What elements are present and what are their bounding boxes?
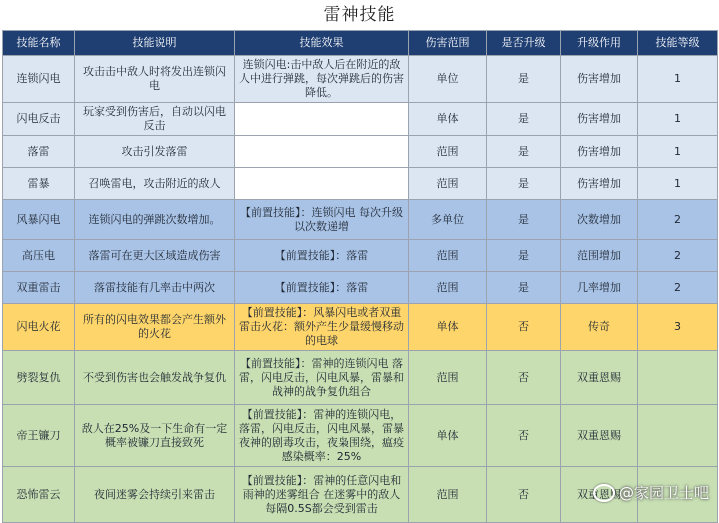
cell-upgrade-effect: 伤害增加: [561, 136, 638, 168]
cell-upgrade: 是: [487, 272, 561, 304]
cell-upgrade: 是: [487, 240, 561, 272]
cell-effect: 连锁闪电:击中敌人后在附近的敌人中进行弹跳，每次弹跳后的伤害降低。: [235, 56, 409, 103]
watermark: [593, 482, 709, 503]
cell-range: 单位: [409, 56, 487, 103]
cell-range: 多单位: [409, 200, 487, 240]
cell-level: 1: [638, 136, 718, 168]
header-skill-name: 技能名称: [3, 31, 75, 56]
cell-range: 范围: [409, 351, 487, 405]
cell-name: 高压电: [3, 240, 75, 272]
table-row: [3, 103, 718, 136]
skills-table: [2, 30, 718, 523]
cell-name: 风暴闪电: [3, 200, 75, 240]
watermark-text: @家园卫士吧: [618, 484, 709, 502]
cell-range: 单体: [409, 304, 487, 351]
cell-range: 范围: [409, 272, 487, 304]
cell-name: 连锁闪电: [3, 56, 75, 103]
cell-effect: [235, 136, 409, 168]
cell-upgrade: 否: [487, 467, 561, 523]
cell-upgrade: 是: [487, 136, 561, 168]
cell-desc: 落雷技能有几率击中两次: [75, 272, 235, 304]
cell-effect: 【前置技能】：风暴闪电或者双重雷击火花：额外产生少量缓慢移动的电球: [235, 304, 409, 351]
cell-name: 雷暴: [3, 168, 75, 200]
header-upgradable: 是否升级: [487, 31, 561, 56]
cell-effect: 【前置技能】：雷神的任意闪电和雨神的迷雾组合 在迷雾中的敌人每隔0.5S都会受到雷击: [235, 467, 409, 523]
cell-desc: 落雷可在更大区域造成伤害: [75, 240, 235, 272]
cell-upgrade-effect: 范围增加: [561, 240, 638, 272]
cell-range: 单体: [409, 405, 487, 467]
cell-upgrade-effect: 双重恩赐: [561, 351, 638, 405]
cell-range: 单体: [409, 103, 487, 136]
cell-name: 恐怖雷云: [3, 467, 75, 523]
table-row: [3, 56, 718, 103]
cell-upgrade-effect: 传奇: [561, 304, 638, 351]
cell-range: 范围: [409, 168, 487, 200]
cell-desc: 玩家受到伤害后，自动以闪电反击: [75, 103, 235, 136]
table-row: [3, 168, 718, 200]
cell-desc: 夜间迷雾会持续引来雷击: [75, 467, 235, 523]
cell-level: 1: [638, 56, 718, 103]
cell-upgrade: 是: [487, 56, 561, 103]
cell-effect: [235, 168, 409, 200]
table-row: [3, 351, 718, 405]
table-row: [3, 272, 718, 304]
cell-desc: 召唤雷电，攻击附近的敌人: [75, 168, 235, 200]
header-skill-effect: 技能效果: [235, 31, 409, 56]
cell-desc: 攻击击中敌人时将发出连锁闪电: [75, 56, 235, 103]
cell-name: 闪电火花: [3, 304, 75, 351]
cell-level: 1: [638, 103, 718, 136]
cell-name: 劈裂复仇: [3, 351, 75, 405]
table-row: [3, 240, 718, 272]
cell-upgrade: 否: [487, 405, 561, 467]
header-damage-range: 伤害范围: [409, 31, 487, 56]
cell-effect: 【前置技能】：落雷: [235, 240, 409, 272]
table-row: [3, 136, 718, 168]
header-skill-level: 技能等级: [638, 31, 718, 56]
cell-name: 帝王镰刀: [3, 405, 75, 467]
page-title: 雷神技能: [323, 5, 396, 25]
header-upgrade-effect: 升级作用: [561, 31, 638, 56]
cell-upgrade-effect: 伤害增加: [561, 103, 638, 136]
forum-logo-icon: [593, 484, 615, 502]
cell-upgrade: 否: [487, 304, 561, 351]
cell-effect: 【前置技能】：雷神的连锁闪电 落雷，闪电反击，闪电风暴，雷暴和战神的战争复仇组合: [235, 351, 409, 405]
cell-effect: 【前置技能】：雷神的连锁闪电，落雷，闪电反击，闪电风暴，雷暴夜神的剧毒攻击，夜枭围绕，瘟疫感染概率：25%: [235, 405, 409, 467]
cell-upgrade: 是: [487, 103, 561, 136]
cell-desc: 不受到伤害也会触发战争复仇: [75, 351, 235, 405]
cell-level: 3: [638, 304, 718, 351]
cell-desc: 所有的闪电效果都会产生额外的火花: [75, 304, 235, 351]
cell-effect: 【前置技能】：连锁闪电 每次升级以次数递增: [235, 200, 409, 240]
cell-upgrade-effect: 次数增加: [561, 200, 638, 240]
cell-effect: 【前置技能】：落雷: [235, 272, 409, 304]
cell-upgrade-effect: 双重恩赐: [561, 467, 638, 523]
cell-range: 范围: [409, 240, 487, 272]
cell-upgrade-effect: 几率增加: [561, 272, 638, 304]
cell-desc: 连锁闪电的弹跳次数增加。: [75, 200, 235, 240]
cell-upgrade: 是: [487, 200, 561, 240]
table-header-row: [3, 31, 718, 56]
table-row: [3, 304, 718, 351]
table-row: [3, 405, 718, 467]
cell-level: [638, 405, 718, 467]
cell-level: 2: [638, 240, 718, 272]
cell-name: 落雷: [3, 136, 75, 168]
cell-name: 闪电反击: [3, 103, 75, 136]
cell-range: 范围: [409, 136, 487, 168]
cell-level: 2: [638, 272, 718, 304]
cell-level: 1: [638, 168, 718, 200]
cell-range: 范围: [409, 467, 487, 523]
cell-desc: 攻击引发落雷: [75, 136, 235, 168]
cell-level: [638, 351, 718, 405]
cell-name: 双重雷击: [3, 272, 75, 304]
cell-upgrade-effect: 双重恩赐: [561, 405, 638, 467]
header-skill-desc: 技能说明: [75, 31, 235, 56]
cell-desc: 敌人在25%及一下生命有一定概率被镰刀直接致死: [75, 405, 235, 467]
cell-level: 2: [638, 200, 718, 240]
cell-upgrade: 是: [487, 168, 561, 200]
cell-upgrade-effect: 伤害增加: [561, 168, 638, 200]
cell-effect: [235, 103, 409, 136]
cell-upgrade-effect: 伤害增加: [561, 56, 638, 103]
cell-upgrade: 否: [487, 351, 561, 405]
table-row: [3, 200, 718, 240]
